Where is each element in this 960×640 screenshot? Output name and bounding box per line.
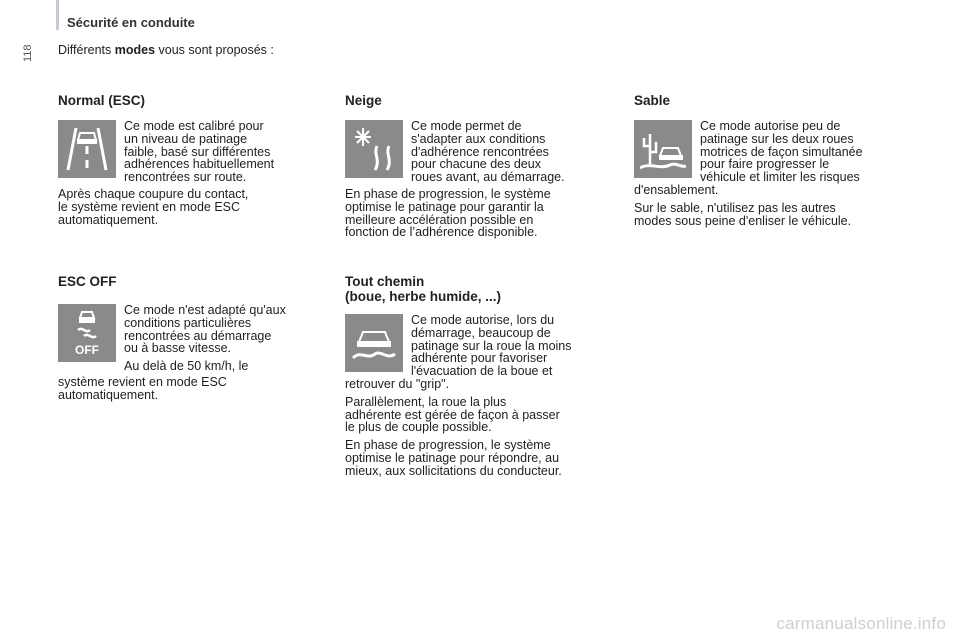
tout-chemin-tail: retrouver du "grip". [345,377,450,391]
normal-para-line: automatiquement. [58,212,159,227]
esc-off-line: Ce mode n'est adapté qu'aux [124,303,286,317]
section-title-neige: Neige [345,93,382,108]
tout-chemin-line: Ce mode autorise, lors du [411,313,555,327]
neige-line: Ce mode permet de [411,119,522,133]
esc-off-icon [58,304,116,362]
tout-chemin-para-line: Parallèlement, la roue la plus [345,394,507,409]
tout-chemin-line: l'évacuation de la boue et [411,364,553,379]
intro-suffix: vous sont proposés : [155,43,274,57]
tout-chemin-line: démarrage, beaucoup de [411,325,551,340]
neige-line: roues avant, au démarrage. [411,170,565,185]
esc-off-line: conditions particulières [124,315,252,330]
neige-line: s'adapter aux conditions [411,131,546,146]
tout-chemin-paragraph [345,378,620,478]
neige-paragraph [345,188,615,239]
normal-para-line: le système revient en mode ESC [58,199,241,214]
mud-car-icon [345,314,403,372]
esc-off-line: ou à basse vitesse. [124,341,232,356]
tout-chemin-line: patinage sur la roue la moins [411,338,572,353]
esc-off-icon-label: OFF [75,343,99,357]
esc-off-description [124,304,334,373]
section-title-tout-chemin [345,274,501,304]
normal-line: faible, basé sur différentes [124,144,271,159]
sable-para-line: modes sous peine d'enliser le véhicule. [634,213,852,228]
section-title-sable: Sable [634,93,671,108]
tout-chemin-para-line: le plus de couple possible. [345,420,492,435]
neige-description [411,120,611,184]
page-number: 118 [22,44,34,62]
sable-paragraph [634,184,924,227]
tout-chemin-para-line: optimise le patinage pour répondre, au [345,450,560,465]
normal-para-line: Après chaque coupure du contact, [58,187,249,201]
neige-para-line: meilleure accélération possible en [345,212,534,227]
esc-off-para-line: système revient en mode ESC [58,375,227,389]
sand-cactus-car-icon [634,120,692,178]
neige-para-line: optimise le patinage pour garantir la [345,199,544,214]
intro-line [58,43,274,57]
tout-chemin-line: adhérente pour favoriser [411,351,548,366]
esc-off-para-line: Au delà de 50 km/h, le [124,359,249,374]
esc-off-line: rencontrées au démarrage [124,328,272,343]
tout-chemin-title-line2: (boue, herbe humide, ...) [345,289,502,304]
sable-description [700,120,910,184]
tout-chemin-para-line: adhérente est gérée de façon à passer [345,407,560,422]
neige-para-line: En phase de progression, le système [345,187,551,201]
normal-line: adhérences habituellement [124,157,275,172]
normal-description [124,120,324,184]
snowflake-road-icon [345,120,403,178]
neige-line: pour chacune des deux [411,157,541,172]
sable-line: motrices de façon simultanée [700,144,863,159]
normal-line: rencontrées sur route. [124,170,247,185]
normal-line: un niveau de patinage [124,131,248,146]
tout-chemin-title-line1: Tout chemin [345,274,425,289]
header-accent-bar [56,0,59,30]
normal-line: Ce mode est calibré pour [124,119,264,133]
normal-paragraph [58,188,328,226]
page-header-title: Sécurité en conduite [67,15,195,30]
sable-line: Ce mode autorise peu de [700,119,841,133]
esc-off-para-line: automatiquement. [58,387,159,402]
tout-chemin-para-line: En phase de progression, le système [345,438,551,453]
esc-off-paragraph [58,376,328,402]
sable-tail: d'ensablement. [634,183,719,197]
tout-chemin-para-line: mieux, aux sollicitations du conducteur. [345,463,562,478]
sable-line: pour faire progresser le [700,157,830,172]
sable-para-line: Sur le sable, n'utilisez pas les autres [634,200,836,215]
neige-para-line: fonction de l’adhérence disponible. [345,225,538,240]
section-title-esc-off: ESC OFF [58,274,117,289]
intro-prefix: Différents [58,43,115,57]
intro-bold: modes [114,43,156,57]
watermark: carmanualsonline.info [776,614,946,633]
tout-chemin-description [411,314,611,378]
section-title-normal: Normal (ESC) [58,93,146,108]
road-car-icon [58,120,116,178]
neige-line: d'adhérence rencontrées [411,144,549,159]
sable-line: véhicule et limiter les risques [700,170,860,185]
sable-line: patinage sur les deux roues [700,131,854,146]
